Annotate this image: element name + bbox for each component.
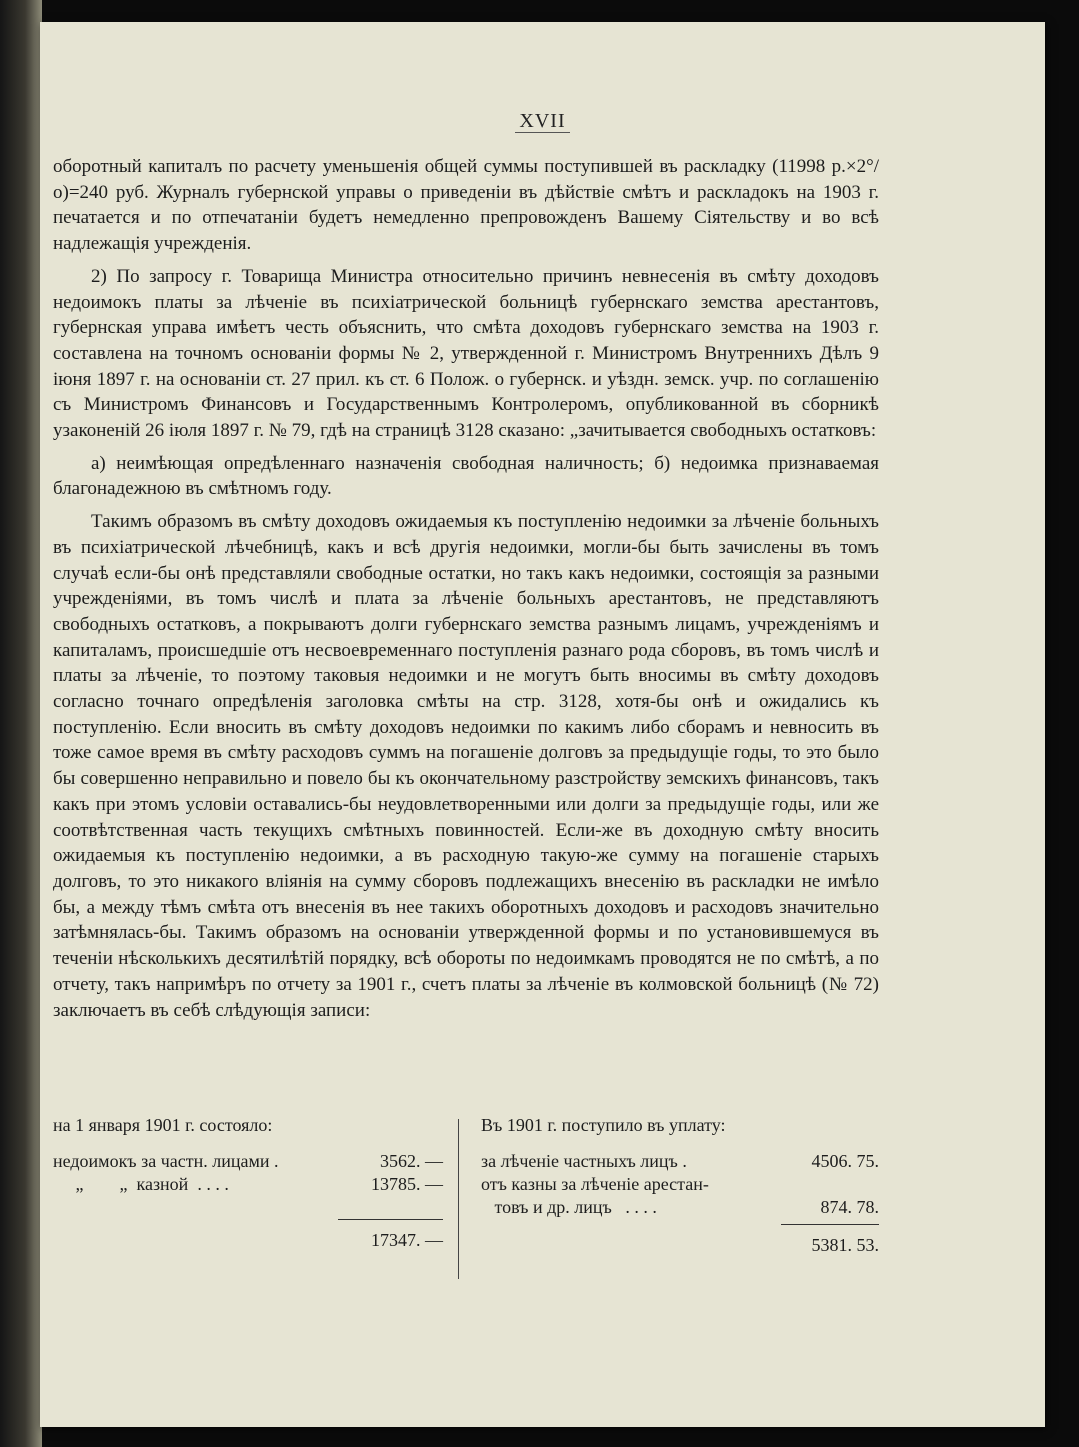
paragraph-3: а) неимѣющая опредѣленнаго назначенія свободная наличность; б) недоимка признаваемая благонадежною въ смѣтномъ году. [53,452,879,500]
ledger-row [481,1197,879,1220]
ledger-row-amount: 13785. — [371,1174,443,1194]
column-divider [458,1119,459,1279]
ledger-row-amount: 4506. 75. [811,1151,879,1171]
ledger-row [481,1174,879,1197]
ledger-row [53,1174,443,1197]
account-ledger [53,1115,879,1295]
ledger-row-amount: 874. 78. [820,1197,879,1217]
body-text [53,154,879,1023]
ledger-row-amount: 3562. — [380,1151,443,1171]
ledger-right-total: 5381. 53. [811,1235,879,1255]
ledger-row-label: за лѣченіе частныхъ лицъ . [481,1151,687,1171]
page-number: XVII [40,110,1045,133]
ledger-left-header: на 1 января 1901 г. состояло: [53,1115,273,1135]
ledger-row-label: недоимокъ за частн. лицами . [53,1151,279,1171]
sum-rule [338,1219,443,1230]
ledger-row [53,1151,443,1174]
ledger-row-label: отъ казны за лѣченіе арестан- [481,1174,709,1194]
ledger-row [481,1151,879,1174]
ledger-left-total: 17347. — [371,1230,443,1250]
ledger-row-label: товъ и др. лицъ . . . . [481,1197,657,1217]
ledger-left-column [53,1115,443,1252]
ledger-right-column [481,1115,879,1257]
paragraph-4: Такимъ образомъ въ смѣту доходовъ ожидаемыя къ поступленію недоимки за лѣченіе больныхъ въ психіатрической лѣчебницѣ, какъ и всѣ другія недоимки, могли-бы быть зачислены въ томъ случаѣ если-бы онѣ представляли свободные остатки, но такъ какъ недоимки, состоящія за разными учрежденіями, въ томъ числѣ и плата за лѣченіе больныхъ арестантовъ, не представляютъ свободныхъ остатковъ, а покрываютъ долги губернскаго земства разнымъ лицамъ, учрежденіямъ и капиталамъ, происшедшіе отъ несвоевременнаго поступленія разнаго рода сборовъ, въ томъ числѣ и платы за лѣченіе, то поэтому таковыя недоимки и не могутъ быть вносимы въ смѣту доходовъ согласно точнаго опредѣленія заголовка смѣты на стр. 3128, хотя-бы онѣ и ожидались къ поступленію. Если вносить въ смѣту доходовъ недоимки по какимъ либо сборамъ и невносить въ тоже самое время въ смѣту расходовъ суммъ на погашеніе долговъ за предыдущіе годы, то это было бы совершенно неправильно и повело бы къ окончательному разстройству земскихъ финансовъ, такъ какъ при этомъ условіи оставались-бы неудовлетворенными или долги за предыдущіе годы, или же соотвѣтственная часть текущихъ смѣтныхъ повинностей. Если-же въ доходную смѣту вносить ожидаемыя къ поступленію недоимки, а въ расходную такую-же сумму на погашеніе старыхъ долговъ, то это никакого вліянія на сумму сборовъ подлежащихъ внесенію въ раскладки не имѣло бы, а между тѣмъ смѣта отъ внесенія въ нее такихъ оборотныхъ доходовъ и расходовъ значительно затѣмнялась-бы. Такимъ образомъ на основаніи утвержденной формы и по установившемуся въ теченіи нѣсколькихъ десятилѣтій порядку, всѣ обороты по недоимкамъ проводятся не по смѣтѣ, а по отчету, такъ напримѣръ по отчету за 1901 г., счетъ платы за лѣченіе въ колмовской больницѣ (№ 72) заключаетъ въ себѣ слѣдующія записи: [53,511,879,1021]
document-page [40,22,1045,1427]
ledger-right-header: Въ 1901 г. поступило въ уплату: [481,1115,726,1135]
paragraph-1: оборотный капиталъ по расчету уменьшенія общей суммы поступившей въ раскладку (11998 р.×2°/о)=240 руб. Журналъ губернской управы о приведеніи въ дѣйствіе смѣтъ и раскладокъ на 1903 г. печатается и по отпечатаніи будетъ немедленно препровожденъ Вашему Сіятельству и во всѣ надлежащія учрежденія. [53,156,879,255]
ledger-row-label: „ „ казной . . . . [53,1174,229,1194]
book-binding-edge [0,0,42,1447]
paragraph-2: 2) По запросу г. Товарища Министра относительно причинъ невнесенія въ смѣту доходовъ недоимокъ платы за лѣченіе въ психіатрической больницѣ губернскаго земства арестантовъ, губернская управа имѣетъ честь объяснить, что смѣта доходовъ губернскаго земства на 1903 г. составлена на точномъ основаніи формы № 2, утвержденной г. Министромъ Внутреннихъ Дѣлъ 9 іюня 1897 г. на основаніи ст. 27 прил. къ ст. 6 Полож. о губернск. и уѣздн. земск. учр. по соглашенію съ Министромъ Финансовъ и Государственнымъ Контролеромъ, опубликованной въ сборникѣ узаконеній 26 іюля 1897 г. № 79, гдѣ на страницѣ 3128 сказано: „зачитывается свободныхъ остатковъ: [53,265,879,442]
sum-rule [781,1224,879,1235]
